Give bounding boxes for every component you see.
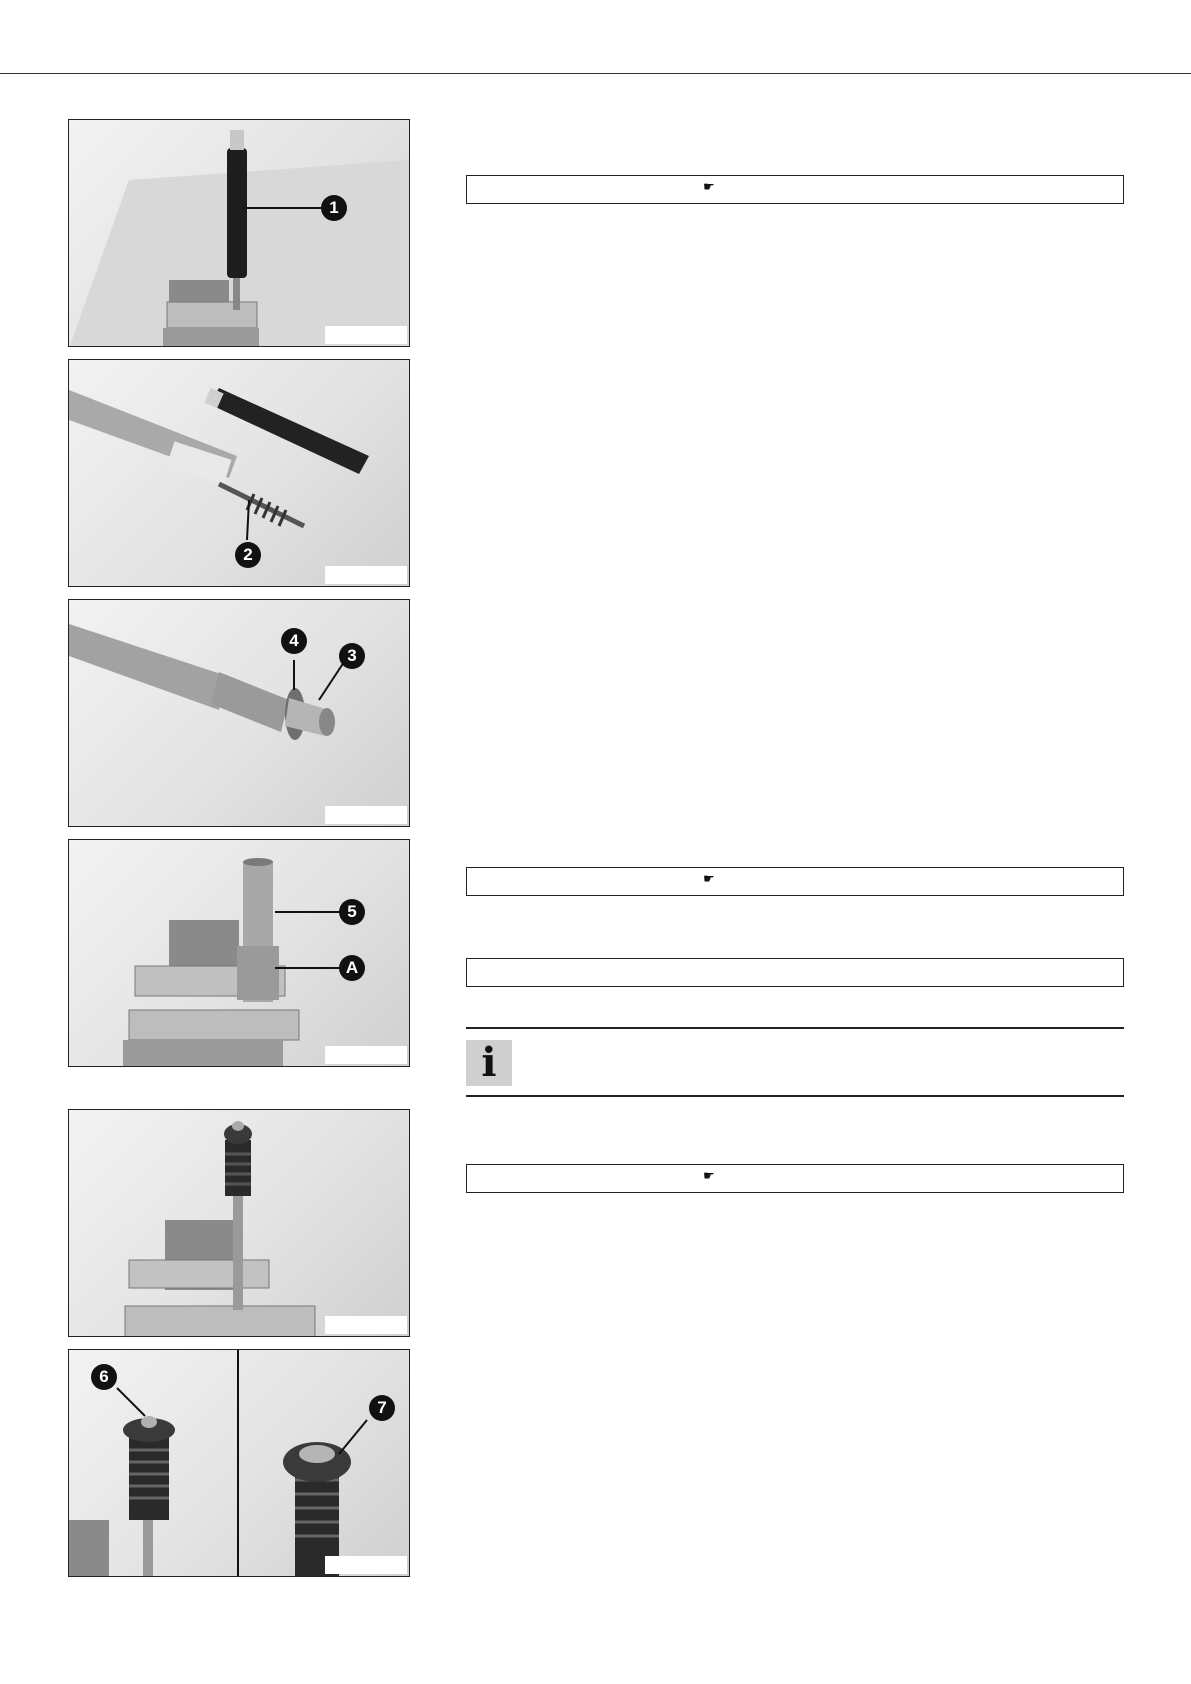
figure-5-photo xyxy=(68,1109,410,1337)
pointing-hand-icon: ☛ xyxy=(703,1168,715,1183)
figure-2-photo xyxy=(68,359,410,587)
figure-1-photo xyxy=(68,119,410,347)
figure-4-label xyxy=(325,1046,407,1064)
info-icon: i xyxy=(466,1040,512,1086)
spec-box-4 xyxy=(466,1164,1124,1193)
figure-3-label xyxy=(325,806,407,824)
spec-box-3 xyxy=(466,958,1124,987)
header-rule xyxy=(0,73,1191,74)
callout-6: 6 xyxy=(91,1364,117,1390)
pointing-hand-icon: ☛ xyxy=(703,179,715,194)
figure-5-label xyxy=(325,1316,407,1334)
info-bottom-rule xyxy=(466,1095,1124,1097)
figure-4-photo xyxy=(68,839,410,1067)
callout-4: 4 xyxy=(281,628,307,654)
callout-3: 3 xyxy=(339,643,365,669)
spec-box-1 xyxy=(466,175,1124,204)
info-top-rule xyxy=(466,1027,1124,1029)
pointing-hand-icon: ☛ xyxy=(703,871,715,886)
figure-3-photo xyxy=(68,599,410,827)
spec-box-2 xyxy=(466,867,1124,896)
callout-7: 7 xyxy=(369,1395,395,1421)
figure-1-label xyxy=(325,326,407,344)
figure-2-label xyxy=(325,566,407,584)
callout-5: 5 xyxy=(339,899,365,925)
callout-1: 1 xyxy=(321,195,347,221)
callout-A: A xyxy=(339,955,365,981)
callout-2: 2 xyxy=(235,542,261,568)
figure-6-photo xyxy=(68,1349,410,1577)
figure-6-label xyxy=(325,1556,407,1574)
